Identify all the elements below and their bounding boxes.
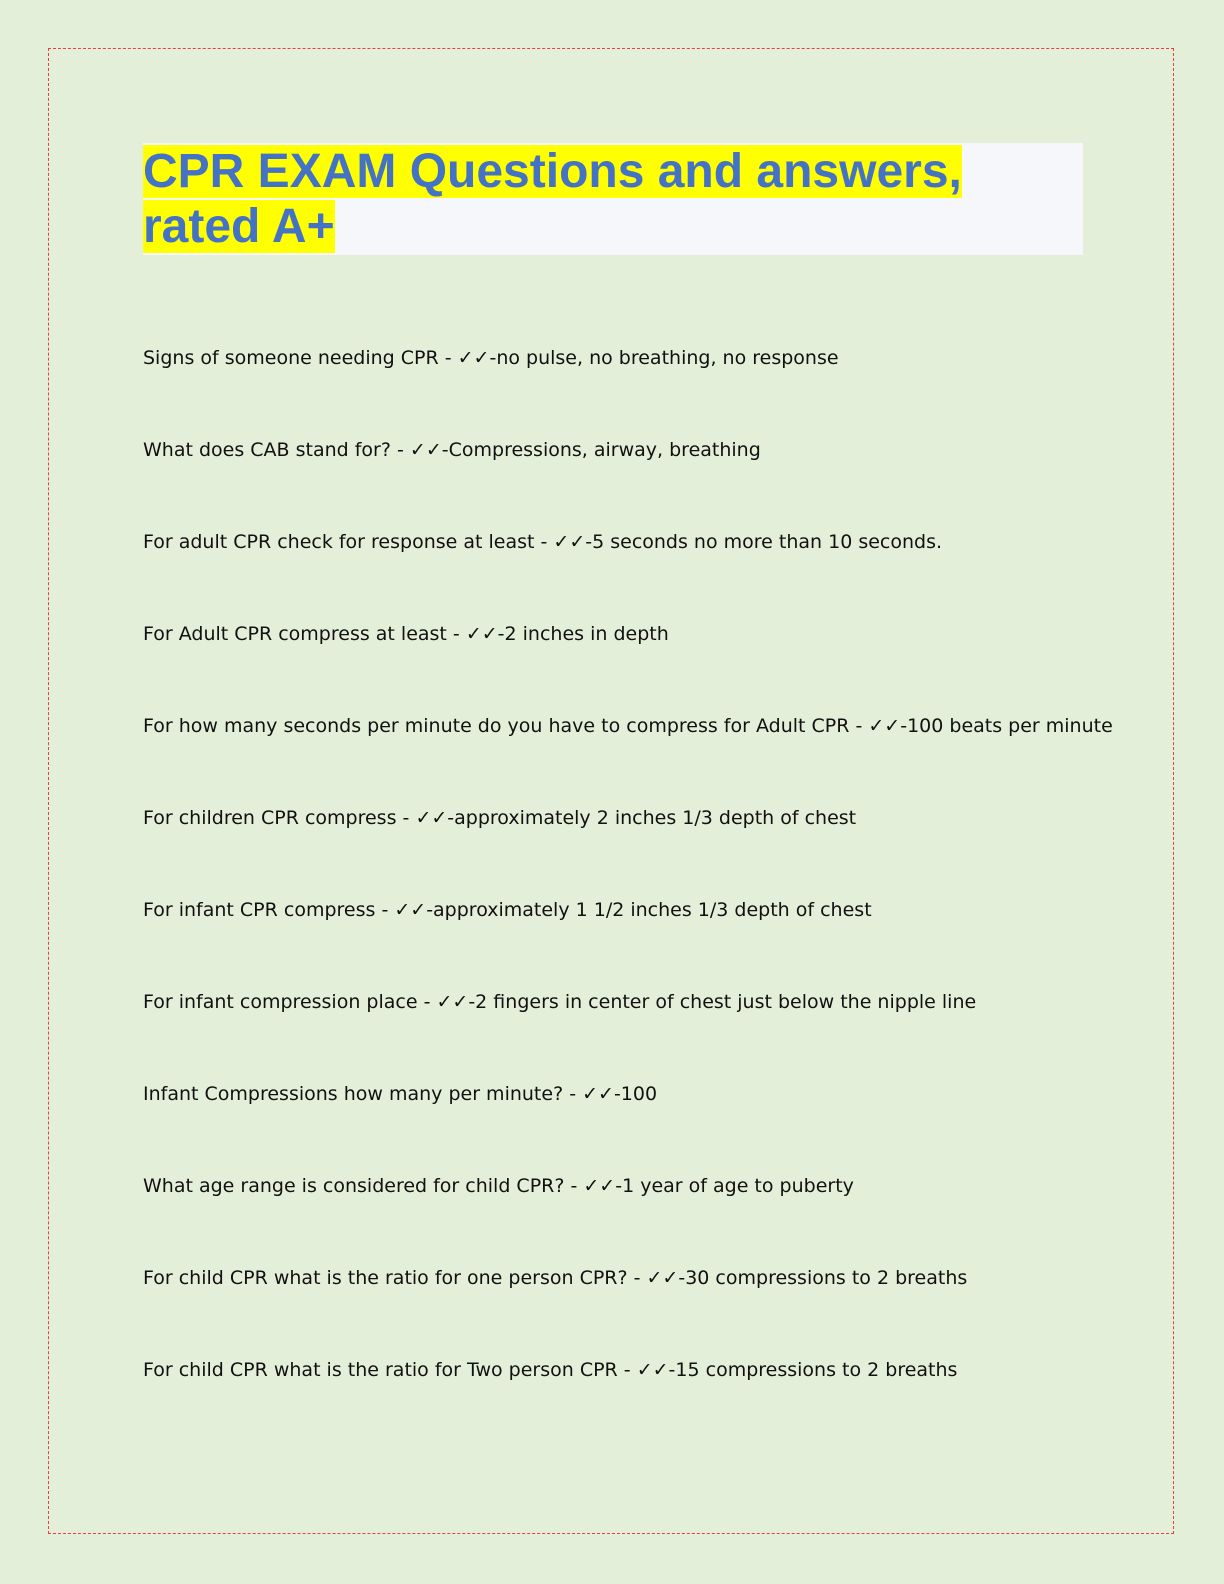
answer-text: -5 seconds no more than 10 seconds.: [585, 531, 943, 553]
answer-text: -approximately 2 inches 1/3 depth of chest: [447, 807, 857, 829]
title-line-2: rated A+: [143, 200, 335, 253]
answer-text: -Compressions, airway, breathing: [441, 439, 761, 461]
double-check-icon: ✓✓: [868, 715, 901, 737]
answer-text: -2 inches in depth: [497, 623, 669, 645]
qa-item: [143, 524, 1133, 616]
qa-item: [143, 616, 1133, 708]
qa-item: [143, 1168, 1133, 1260]
double-check-icon: ✓✓: [646, 1267, 679, 1289]
qa-item: [143, 1076, 1133, 1168]
question-text: Infant Compressions how many per minute?: [143, 1083, 564, 1105]
title-block: [143, 143, 1083, 255]
answer-text: -2 fingers in center of chest just below the nipple line: [468, 991, 977, 1013]
qa-item: [143, 340, 1133, 432]
question-text: For child CPR what is the ratio for Two person CPR: [143, 1359, 618, 1381]
separator: -: [617, 1359, 637, 1381]
answer-text: -no pulse, no breathing, no response: [489, 347, 839, 369]
qa-item: [143, 1260, 1133, 1352]
double-check-icon: ✓✓: [582, 1083, 614, 1105]
double-check-icon: ✓✓: [465, 623, 498, 645]
qa-item: [143, 708, 1133, 800]
double-check-icon: ✓✓: [457, 347, 490, 369]
separator: -: [417, 991, 437, 1013]
question-text: For adult CPR check for response at least: [143, 531, 535, 553]
title-line-1: CPR EXAM Questions and answers,: [143, 145, 962, 198]
separator: -: [396, 807, 416, 829]
qa-item: [143, 432, 1133, 524]
answer-text: -30 compressions to 2 breaths: [678, 1267, 968, 1289]
separator: -: [627, 1267, 647, 1289]
qa-item: [143, 800, 1133, 892]
question-text: Signs of someone needing CPR: [143, 347, 439, 369]
answer-text: -15 compressions to 2 breaths: [668, 1359, 958, 1381]
separator: -: [849, 715, 869, 737]
qa-list: [143, 340, 1133, 1444]
question-text: What age range is considered for child CPR?: [143, 1175, 565, 1197]
double-check-icon: ✓✓: [583, 1175, 616, 1197]
qa-item: [143, 1352, 1133, 1444]
question-text: For infant CPR compress: [143, 899, 376, 921]
answer-text: -1 year of age to puberty: [615, 1175, 854, 1197]
double-check-icon: ✓✓: [436, 991, 469, 1013]
double-check-icon: ✓✓: [409, 439, 442, 461]
separator: -: [390, 439, 410, 461]
question-text: For child CPR what is the ratio for one person CPR?: [143, 1267, 628, 1289]
answer-text: -100 beats per minute: [900, 715, 1113, 737]
separator: -: [563, 1083, 583, 1105]
separator: -: [438, 347, 458, 369]
double-check-icon: ✓✓: [415, 807, 448, 829]
answer-text: -100: [613, 1083, 658, 1105]
separator: -: [446, 623, 466, 645]
question-text: For Adult CPR compress at least: [143, 623, 447, 645]
answer-text: -approximately 1 1/2 inches 1/3 depth of chest: [426, 899, 872, 921]
qa-item: [143, 892, 1133, 984]
separator: -: [534, 531, 554, 553]
question-text: For how many seconds per minute do you have to compress for Adult CPR: [143, 715, 850, 737]
question-text: For infant compression place: [143, 991, 418, 1013]
double-check-icon: ✓✓: [553, 531, 586, 553]
separator: -: [375, 899, 395, 921]
double-check-icon: ✓✓: [394, 899, 427, 921]
document-title: [143, 143, 1083, 254]
qa-item: [143, 984, 1133, 1076]
question-text: What does CAB stand for?: [143, 439, 391, 461]
separator: -: [564, 1175, 584, 1197]
double-check-icon: ✓✓: [636, 1359, 669, 1381]
question-text: For children CPR compress: [143, 807, 397, 829]
